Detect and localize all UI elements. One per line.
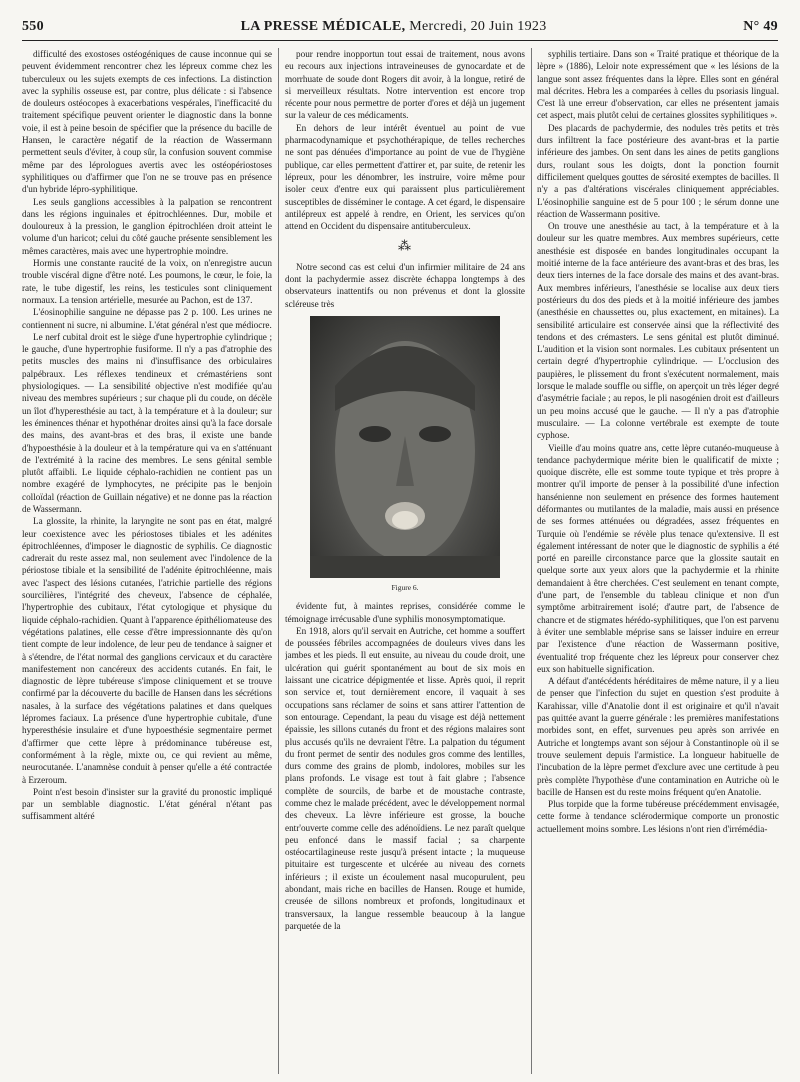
paragraph: On trouve une anesthésie au tact, à la température et à la douleur sur les quatre membres. Aux membres supérieurs, cette anesthésie est disposée en bandes longitudinales occupant la moitié interne de la face antérieure des avant-bras et des bras, les deux tiers internes de la face dorsale des mains et des avant-bras. Aux membres inférieurs, l'anesthésie se localise aux deux tiers postérieurs du dos des pieds et à la moitié inférieure des jambes (anesthésie en chaussettes ou, plus exactement, en mitaines). La sensibilité articulaire est conservée ainsi que la réflectivité des tendons et des crémasters. Le sens génital est plutôt diminué. L'audition et la vision sont normales. Les cubitaux présentent un certain degré d'hypertrophie cylindrique. — L'occlusion des paupières, le plissement du front s'exécutent normalement, mais lorsque le malade souffle ou siffle, on aperçoit un très léger degré d'asymétrie faciale ; au repos, le pli nasogénien droit est d'ailleurs un peu moins accusé que le gauche. — Il n'y a pas d'atrophie musculaire. — La colonne vertébrale est exempte de toute cyphose. — [537, 221, 779, 441]
journal-title-line — [241, 19, 547, 35]
figure-caption: Figure 6. — [391, 582, 419, 592]
paragraph: Des placards de pachydermie, des nodules très petits et très durs infiltrent la face postérieure des avant-bras et la partie inférieure des jambes. On sent dans les aines de petits ganglions durs, roulant sous les doigts, dont la ponction fournit difficilement quelques gouttes de sérosité exemptes de bacilles. Il n'y a pas d'altérations viscérales cliniquement appréciables. L'éosinophilie sanguine est de 5 pour 100 ; le sérum donne une réaction de Wassermann positive. — [537, 122, 779, 219]
paragraph: Plus torpide que la forme tubéreuse précédemment envisagée, cette forme à tendance sclérodermique comporte un pronostic actuellement moins sombre. Les lésions n'ont rien d'irrémédia- — [537, 799, 779, 834]
paragraph: évidente fut, à maintes reprises, considérée comme le témoignage irrécusable d'une syphilis monosymptomatique. — [285, 601, 525, 624]
page-header — [22, 14, 778, 41]
paragraph: Notre second cas est celui d'un infirmier militaire de 24 ans dont la pachydermie assez discrète échappa longtemps à des observateurs inattentifs ou non prévenus et dont la glossite scléreuse très — [285, 261, 525, 309]
page-number: 550 — [22, 19, 44, 34]
paragraph: syphilis tertiaire. Dans son « Traité pratique et théorique de la lèpre » (1886), Leloir note expressément que « les lésions de la langue sont assez fréquentes dans la lèpre. Elles sont en général mal décrites. Hebra les a comparées à celles du psoriasis lingual. C'est là une erreur d'observation, car elles ne présentent jamais cet aspect, mais plutôt celui de certaines glossites syphilitiques ». — [537, 49, 779, 121]
paragraph: Les seuls ganglions accessibles à la palpation se rencontrent dans les régions inguinales et épitrochléennes. Dur, mobile et douloureux à la pression, le ganglion épitrochléen droit atteint le volume d'un haricot; celui du côté gauche présente sensiblement les mêmes caractères, mais avec une hypertrophie moindre. — [22, 196, 272, 256]
issue-number: N° 49 — [743, 19, 778, 34]
column-2 — [285, 48, 525, 1074]
paragraph: Hormis une constante raucité de la voix, on n'enregistre aucun trouble viscéral digne d'être noté. Les poumons, le cœur, le foie, la rate, le tube digestif, les reins, les testicules sont cliniquement normaux. La tension artérielle, mesurée au Pachon, est de 137. — [22, 258, 272, 305]
face-photo-illustration — [310, 316, 500, 578]
paragraph: En dehors de leur intérêt éventuel au point de vue pharmacodynamique et psychothérapique, de telles recherches ne sont pas dénuées d'importance au point de vue de l'hygiène publique, car elles permettent d'attirer et, par suite, de retenir les lépreux, pour les dénombrer, les instruire, voire même pour isoler ceux d'entre eux qui paraissent plus particulièrement susceptibles de disséminer le contage. A cet égard, le dispensaire antilépreux est appelé à rendre, en Orient, les services qu'on attend en Occident du dispensaire antituberculeux. — [285, 122, 525, 232]
paragraph: A défaut d'antécédents héréditaires de même nature, il y a lieu de penser que l'infection du sujet en question s'est produite à Karahissar, ville d'Anatolie dont il est originaire et qu'il n'avait pas quittée avant la guerre générale : les premières manifestations morbides sont, en effet, survenues peu après son arrivée en Autriche et longtemps avant son séjour à Constantinople où il se trouve seulement depuis l'armistice. La longueur habituelle de l'incubation de la lèpre permet d'exclure avec une certitude à peu près complète l'hypothèse d'une contamination en Autriche où le bacille de Hansen est du reste moins fréquent qu'en Anatolie. — [537, 676, 779, 797]
paragraph: La glossite, la rhinite, la laryngite ne sont pas en état, malgré leur coexistence avec les périostoses tibiales et les adénites épitrochléennes, d'imposer le diagnostic de syphilis. Ce diagnostic cadrerait du reste assez mal, non seulement avec l'indolence de la périostose tibiale et la sensibilité de l'adénite épitrochléenne, mais avec l'aspect des lésions cutanées, l'atrichie partielle des régions sourcilières, l'intégrité des cheveux, l'absence de céphalée, l'hypertrophie des cubitaux, l'état cytologique et physique du liquide céphalo-rachidien. Quant à l'apparence épithéliomateuse des végétations palatines, elle cesse d'être impressionnante dès qu'on tient compte de leur indolence, de leur peu de tendance à saigner et à s'étendre, de l'état normal des ganglions cervicaux et du caractère manifestement non cancéreux des accidents cutanés. En fait, le diagnostic de lèpre tubéreuse s'impose cliniquement et se trouve confirmé par la découverte du bacille de Hansen dans les sécrétions nasales, à la surface des végétations palatines et dans quelques lépromes faciaux. La présence d'une hypertrophie cubitale, d'une hyperesthésie insulaire et d'une hypoesthésie segmentaire permet d'affirmer que cette lèpre à prédominance tubéreuse est, conformément à la règle, mixte ou, ce qui revient au même, neurocutanée. L'anamnèse conduit à penser qu'elle a été contractée à Erzeroum. — [22, 516, 272, 785]
journal-title: LA PRESSE MÉDICALE, — [240, 19, 406, 34]
paragraph: Le nerf cubital droit est le siège d'une hypertrophie cylindrique ; le gauche, d'une hypertrophie fusiforme. Il n'y a pas d'atrophie des petits muscles des mains ni d'insuffisance des orbiculaires palpébraux. Les réflexes tendineux et crémastériens sont physiologiques. — La sensibilité objective n'est modifiée qu'au niveau des membres supérieurs ; sur chaque pli du coude, on décèle un îlot d'hyperesthésie au tact, à la température et à la douleur; sur les éminences thénar et hypothénar droites ainsi qu'à la face dorsale des mains, des avant-bras et des bras, il existe une bande d'hypoesthésie à la douleur et à la température qui va en s'atténuant de l'extrémité à la racine des membres. Le sens génital semble plutôt affaibli. Le liquide céphalo-rachidien ne contient pas un nombre exagéré de lymphocytes, ne précipite pas le benjoin colloïdal (réaction de Guillain négative) et ne donne pas la réaction de Wassermann. — [22, 331, 272, 514]
paragraph: pour rendre inopportun tout essai de traitement, nous avons eu recours aux injections intraveineuses de gynocardate et de morrhuate de soude dont Rogers dit avoir, à la longue, retiré de si merveilleux résultats. Notre intervention est encore trop récente pour nous permettre de porter d'ores et déjà un jugement sur la valeur de ces médicaments. — [285, 49, 525, 121]
patient-photograph — [310, 316, 500, 578]
paragraph: En 1918, alors qu'il servait en Autriche, cet homme a souffert de poussées fébriles accompagnées de douleurs vives dans les jambes et les pieds. Il eut ensuite, au niveau du coude droit, une ulcération qui guérit spontanément au bout de six mois en laissant une cicatrice dépigmentée et lisse. Après quoi, il reprit son service et, tout dernièrement encore, il vaquait à ses occupations sans réclamer de soins et sans attirer l'attention de son entourage. Cependant, la peau du visage est déjà nettement épaissie, les sillons cutanés du front et des régions malaires sont plus accusés qu'ils ne devraient l'être. La palpation du tégument du front permet de sentir des nodules gros comme des lentilles, durs comme des grains de plomb, indolores, mobiles sur les plans profonds. Le visage est tout à fait glabre ; l'absence complète de sourcils, de barbe et de moustache contraste, comme chez le malade précédent, avec le développement normal des cheveux. La lèvre inférieure est grosse, la bouche entr'ouverte comme celle des adénoïdiens. Le nez paraît quelque peu enfoncé dans le massif facial ; sa charpente ostéocartilagineuse reste jusqu'à présent intacte ; la muqueuse pituitaire est turgescente et ulcérée au niveau des cornets inférieurs ; il existe un écoulement nasal mucopurulent, peu abondant, mais riche en bacilles de Hansen. Rouge et humide, creusée de sillons nombreux et profonds, longitudinaux et transversaux, la langue ressemble beaucoup à la langue parquetée de la — [285, 625, 525, 931]
paragraph: Point n'est besoin d'insister sur la gravité du pronostic impliqué par un semblable diagnostic. L'état général n'étant pas suffisamment altéré — [22, 786, 272, 822]
column-divider — [278, 48, 279, 1074]
issue-date: Mercredi, 20 Juin 1923 — [409, 19, 547, 34]
section-separator: ⁂ — [398, 238, 412, 254]
column-divider — [531, 48, 532, 1074]
paragraph: Vieille d'au moins quatre ans, cette lèpre cutanéo-muqueuse à tendance pachydermique mérite bien le qualificatif de mixte ; quoique discrète, elle est somme toute typique et très propre à montrer qu'il importe de penser à la possibilité d'une infection hansénienne non seulement en présence des formes hautement déformantes ou mutilantes de la maladie, mais aussi en présence de ses formes atténuées ou dégradées, assez fréquentes en Turquie où l'endémie se révèle plus tenace qu'extensive. Il est également intéressant de noter que le diagnostic de syphilis a été porté en pareille circonstance parce que la glossite sautait en quelque sorte aux yeux alors que la pachydermie et la rhinite demandaient à être cherchées. C'est seulement en tenant compte, d'une part, de l'ensemble du tableau clinique et non d'un symptôme arbitrairement isolé; d'autre part, de l'absence de chancre et de stigmates hérédo-syphilitiques, que l'on est parvenu à éviter une semblable méprise sans se laisser induire en erreur par l'existence d'une réaction de Wassermann positive, éventualité trop fréquente chez les lépreux pour conserver chez eux son habituelle signification. — [537, 442, 779, 674]
paragraph: difficulté des exostoses ostéogéniques de cause inconnue qui se peuvent évidemment rencontrer chez les lépreux comme chez les tuberculeux ou les sujets exempts de ces infections. La distinction avec la syphilis osseuse est, par contre, plus délicate : si l'absence de douleurs ostéocopes à exacerbations vespérales, l'inefficacité du traitement spécifique peuvent orienter le diagnostic dans la bonne voie, il est à peine besoin de spécifier que la présence du bacille de Hansen, le caractère négatif de la réaction de Wassermann permettent seuls d'éviter, à coup sûr, la confusion souvent commise même par des léprologues avertis avec les ostéopériostoses syphilitiques ou d'affirmer que l'on ne se trouve pas en présence d'un hybride lépro-syphilitique. — [22, 49, 272, 195]
column-3 — [537, 48, 779, 1074]
column-1 — [22, 48, 272, 1074]
paragraph: L'éosinophilie sanguine ne dépasse pas 2 p. 100. Les urines ne contiennent ni sucre, ni albumine. L'état général n'est que médiocre. — [22, 307, 272, 330]
